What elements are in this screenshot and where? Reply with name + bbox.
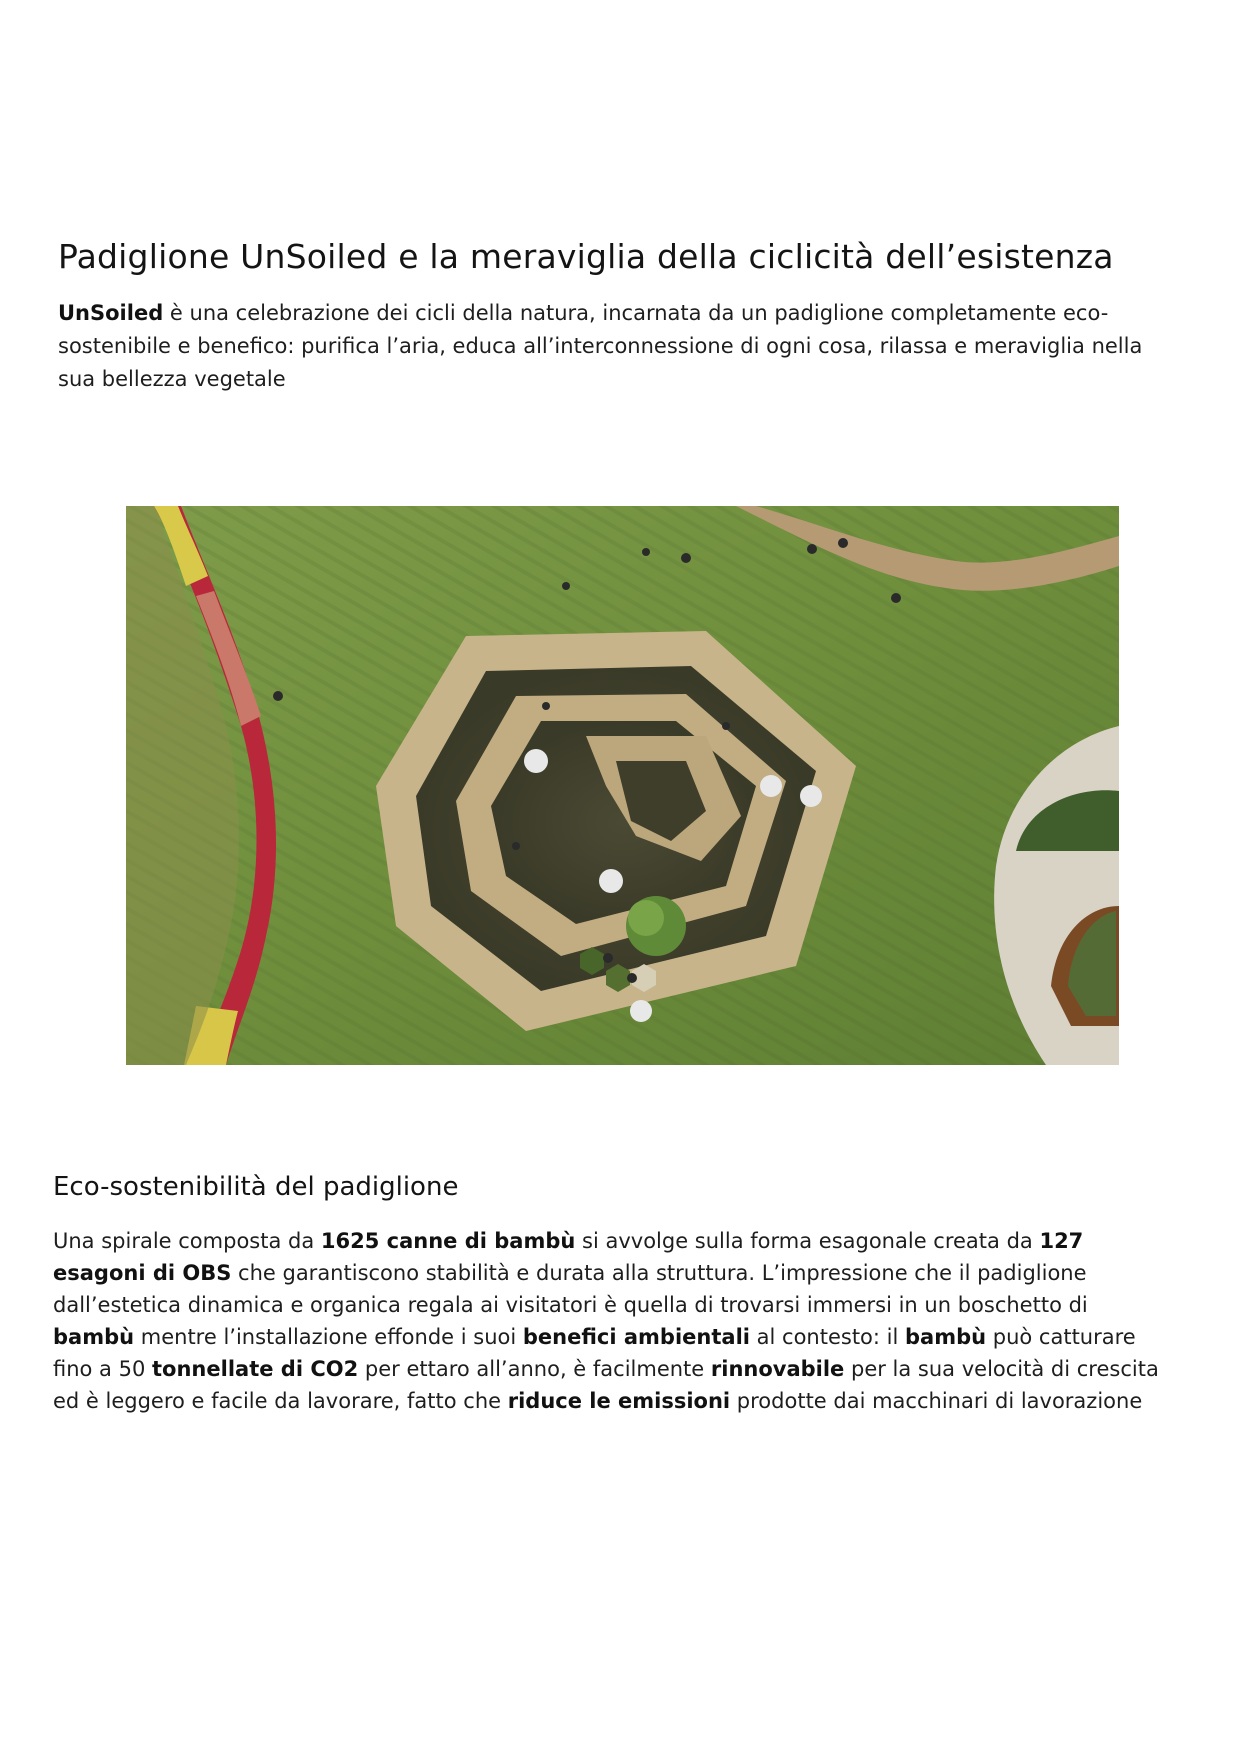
bold-highlight: riduce le emissioni [507,1389,731,1413]
pavilion-aerial-photo [126,506,1119,1065]
text-segment: prodotte dai macchinari di lavorazione [730,1389,1143,1413]
text-segment: mentre l’installazione effonde i suoi [134,1325,523,1349]
visitor [681,553,691,563]
text-segment: per ettaro all’anno, è facilmente [358,1357,711,1381]
page-title: Padiglione UnSoiled e la meraviglia della ciclicità dell’esistenza [58,237,1114,276]
text-segment: per la sua velocità di crescita [844,1357,1159,1381]
visitor [542,702,550,710]
central-plant-highlight [628,900,664,936]
intro-line-1 [58,297,1188,330]
text-segment: si avvolge sulla forma esagonale creata da [575,1229,1040,1253]
section-line-3 [53,1289,1193,1321]
section-line-5 [53,1353,1193,1385]
visitor [273,691,283,701]
parasol-4 [760,775,782,797]
visitor [722,722,730,730]
section-title: Eco-sostenibilità del padiglione [53,1172,459,1202]
visitor [562,582,570,590]
text-segment: può catturare [986,1325,1136,1349]
bold-highlight: tonnellate di CO2 [152,1357,359,1381]
section-line-1 [53,1225,1193,1257]
parasol-5 [630,1000,652,1022]
text-segment: ed è leggero e facile da lavorare, fatto che [53,1389,508,1413]
text-segment: al contesto: il [749,1325,905,1349]
bold-highlight: rinnovabile [710,1357,845,1381]
visitor [891,593,901,603]
section-line-4 [53,1321,1193,1353]
text-segment: Una spirale composta da [53,1229,321,1253]
section-line-6 [53,1385,1193,1417]
text-segment: dall’estetica dinamica e organica regala ai visitatori è quella di trovarsi immersi in un boschetto di [53,1293,1088,1317]
intro-line-1-text: è una celebrazione dei cicli della natura, incarnata da un padiglione completamente eco- [163,301,1109,325]
aerial-photo-bamboo-spiral-pavilion [126,506,1119,1065]
visitor [642,548,650,556]
section-paragraph [53,1225,1193,1417]
parasol-1 [524,749,548,773]
bold-highlight: benefici ambientali [522,1325,750,1349]
bold-highlight: bambù [53,1325,135,1349]
bold-highlight: 1625 canne di bambù [320,1229,576,1253]
text-segment: che garantiscono stabilità e durata alla struttura. L’impressione che il padiglione [231,1261,1087,1285]
visitor [603,953,613,963]
visitor [627,973,637,983]
intro-paragraph [58,297,1188,396]
parasol-3 [599,869,623,893]
intro-line-3: sua bellezza vegetale [58,367,286,391]
visitor [807,544,817,554]
visitor [512,842,520,850]
intro-line-2: sostenibile e benefico: purifica l’aria, educa all’interconnessione di ogni cosa, rilassa e meraviglia nella [58,334,1143,358]
section-line-2 [53,1257,1193,1289]
visitor [838,538,848,548]
bold-highlight: esagoni di OBS [53,1261,232,1285]
intro-lead-bold: UnSoiled [58,301,164,325]
text-segment: fino a 50 [53,1357,153,1381]
bold-highlight: 127 [1039,1229,1084,1253]
parasol-2 [800,785,822,807]
bold-highlight: bambù [905,1325,987,1349]
